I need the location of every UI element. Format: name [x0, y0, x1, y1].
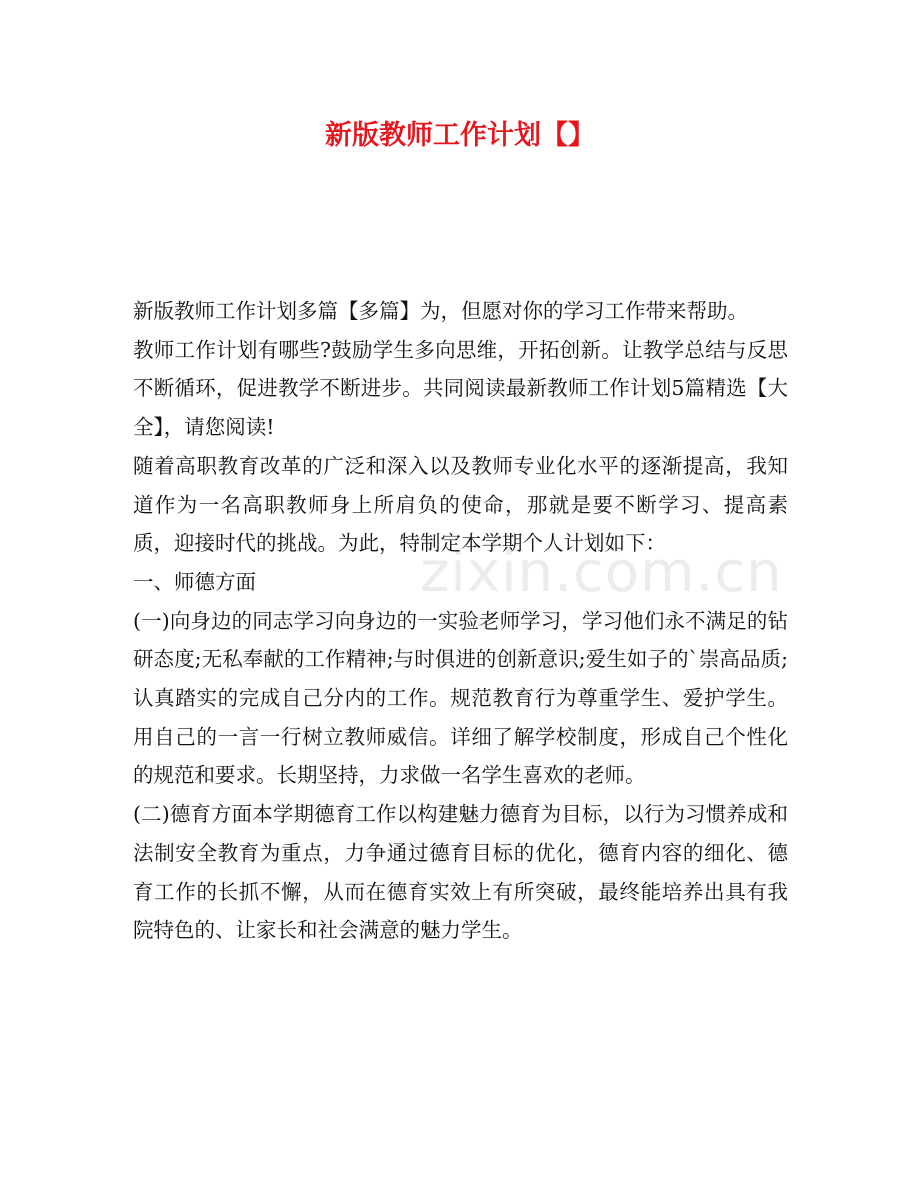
section-heading: 一、师德方面	[133, 569, 256, 594]
watermark: zixin.com.cn	[420, 540, 783, 605]
paragraph-preface: 随着高职教育改革的广泛和深入以及教师专业化水平的逐渐提高，我知道作为一名高职教师身上所肩负的使命，那就是要不断学习、提高素质，迎接时代的挑战。为此，特制定本学期个人计划如下：	[133, 453, 788, 556]
paragraph-moral-education: (二)德育方面本学期德育工作以构建魅力德育为目标，以行为习惯养成和法制安全教育为重点，力争通过德育目标的优化，德育内容的细化、德育工作的长抓不懈，从而在德育实效上有所突破，最终能培养出具有我院特色的、让家长和社会满意的魅力学生。	[133, 802, 788, 943]
document-body	[133, 292, 788, 950]
document-title: 新版教师工作计划【】	[325, 120, 595, 151]
paragraph-ethics: (一)向身边的同志学习向身边的一实验老师学习，学习他们永不满足的钻研态度;无私奉献的工作精神;与时俱进的创新意识;爱生如子的`崇高品质;认真踏实的完成自己分内的工作。规范教育行为尊重学生、爱护学生。用自己的一言一行树立教师威信。详细了解学校制度，形成自己个性化的规范和要求。长期坚持，力求做一名学生喜欢的老师。	[133, 608, 788, 788]
paragraph-intro: 新版教师工作计划多篇【多篇】为，但愿对你的学习工作带来帮助。	[133, 299, 748, 323]
paragraph-summary: 教师工作计划有哪些?鼓励学生多向思维，开拓创新。让教学总结与反思不断循环，促进教学不断进步。共同阅读最新教师工作计划5篇精选【大全】，请您阅读!	[133, 337, 788, 440]
